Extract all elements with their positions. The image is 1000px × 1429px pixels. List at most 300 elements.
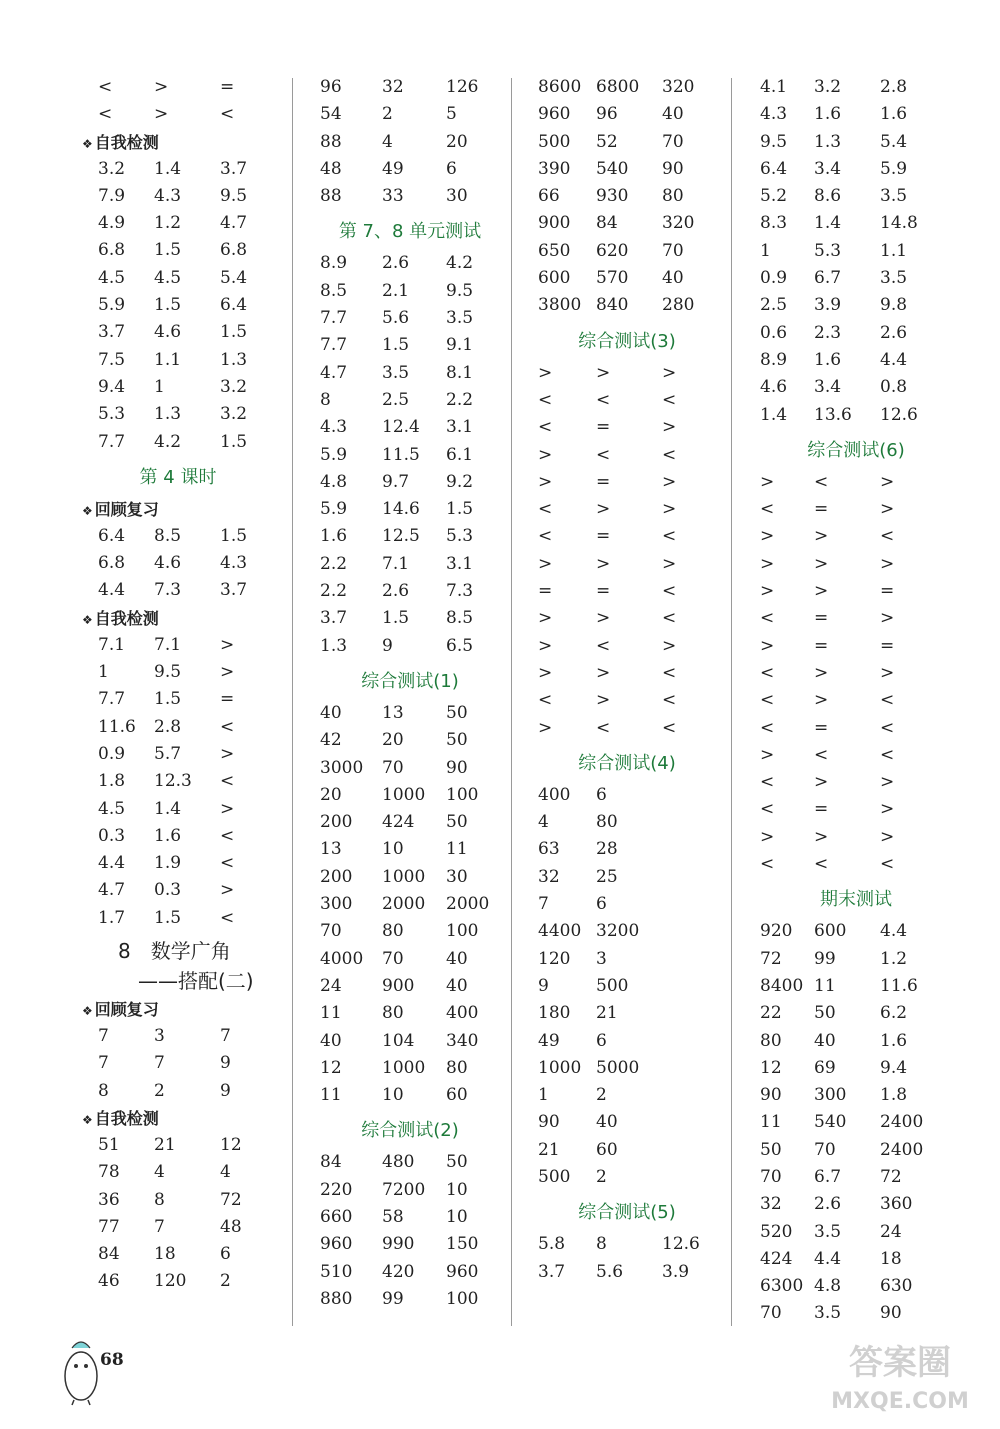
section-heading: 综合测试(1): [361, 670, 459, 692]
answer-cell: 1000: [538, 1057, 582, 1078]
answer-cell: 200: [320, 812, 353, 833]
answer-cell: 3.2: [814, 77, 842, 97]
answer-row: [756, 796, 956, 823]
answer-cell: 6.1: [446, 444, 474, 465]
answer-cell: 84: [98, 1244, 120, 1265]
answer-cell: >: [760, 553, 775, 574]
answer-cell: 2: [382, 104, 393, 125]
answer-cell: 7: [220, 1026, 231, 1047]
answer-cell: 424: [760, 1248, 793, 1269]
answer-cell: 70: [760, 1166, 782, 1187]
answer-cell: <: [662, 389, 677, 410]
answer-row: [532, 292, 722, 319]
answer-cell: 32: [760, 1194, 782, 1215]
answer-row: [532, 210, 722, 237]
answer-cell: 70: [662, 240, 684, 261]
answer-cell: 72: [760, 948, 782, 969]
answer-row: [78, 374, 278, 401]
answer-row: [78, 101, 278, 128]
answer-row: [756, 973, 956, 1000]
answer-row: [756, 1137, 956, 1164]
answer-cell: >: [596, 690, 611, 711]
answer-cell: >: [880, 799, 895, 820]
answer-cell: 4.5: [98, 798, 126, 819]
answer-cell: 1.6: [880, 104, 908, 125]
answer-row: [532, 1137, 722, 1164]
answer-row: [314, 1055, 506, 1082]
answer-cell: 6.7: [814, 268, 842, 289]
answer-cell: 1.6: [814, 349, 842, 370]
answer-cell: 520: [760, 1221, 793, 1242]
answer-cell: 3200: [596, 921, 640, 942]
answer-cell: 8.6: [814, 186, 842, 207]
section-heading: 综合测试(2): [361, 1120, 459, 1142]
answer-cell: 6: [596, 784, 607, 805]
answer-row: [532, 551, 722, 578]
answer-row: [756, 578, 956, 605]
answer-cell: 12: [320, 1057, 342, 1078]
answer-row: [756, 1246, 956, 1273]
answer-cell: >: [538, 362, 553, 383]
answer-row: [78, 1023, 278, 1050]
answer-cell: 5.9: [880, 158, 908, 179]
answer-cell: 46: [98, 1271, 120, 1292]
answer-cell: 1.5: [220, 525, 248, 546]
answer-cell: 100: [446, 784, 479, 805]
answer-cell: 4.3: [220, 553, 248, 574]
answer-cell: 9: [220, 1053, 231, 1074]
answer-cell: 7.7: [320, 308, 348, 329]
answer-cell: 6.2: [880, 1003, 908, 1024]
answer-cell: 2.2: [320, 553, 348, 574]
answer-cell: <: [220, 771, 235, 792]
answer-cell: >: [596, 362, 611, 383]
answer-cell: 1.6: [320, 526, 348, 547]
answer-row: [756, 101, 956, 128]
answer-cell: 20: [446, 131, 468, 152]
answer-row: [756, 347, 956, 374]
answer-cell: 4.6: [154, 553, 182, 574]
answer-cell: 0.8: [880, 377, 908, 398]
answer-cell: 7: [538, 894, 549, 915]
answer-row: [756, 660, 956, 687]
watermark-logo: [820, 1338, 980, 1418]
answer-cell: =: [814, 635, 829, 656]
answer-cell: 4.3: [320, 417, 348, 438]
answer-cell: 1000: [382, 1057, 426, 1078]
answer-cell: 4.4: [814, 1248, 842, 1269]
answer-cell: 60: [446, 1085, 468, 1106]
answer-cell: >: [596, 553, 611, 574]
answer-cell: >: [220, 634, 235, 655]
answer-row: [314, 782, 506, 809]
answer-cell: 8.5: [320, 280, 348, 301]
answer-cell: 4.7: [98, 880, 126, 901]
answer-row: [756, 156, 956, 183]
answer-cell: 420: [382, 1261, 415, 1282]
answer-cell: >: [220, 662, 235, 683]
answer-cell: 6800: [596, 77, 640, 97]
answer-cell: =: [814, 499, 829, 520]
answer-row: [532, 442, 722, 469]
answer-cell: <: [538, 499, 553, 520]
answer-cell: 21: [596, 1003, 618, 1024]
answer-cell: 9.5: [154, 662, 182, 683]
answer-row: [78, 1241, 278, 1268]
answer-cell: 11: [320, 1003, 342, 1024]
answer-cell: 3.5: [814, 1303, 842, 1324]
answer-cell: 600: [538, 268, 571, 289]
answer-cell: >: [760, 581, 775, 602]
answer-cell: 424: [382, 812, 415, 833]
answer-cell: 2: [596, 1085, 607, 1106]
answer-row: [78, 768, 278, 795]
answer-cell: 0.3: [154, 880, 182, 901]
answer-row: [532, 1164, 722, 1191]
answer-row: [314, 74, 506, 101]
answer-cell: 900: [538, 213, 571, 234]
answer-cell: 72: [880, 1166, 902, 1187]
answer-cell: 280: [662, 295, 695, 316]
answer-row: [756, 320, 956, 347]
answer-cell: 3.2: [98, 158, 126, 179]
answer-cell: =: [220, 77, 235, 97]
answer-cell: 1.6: [814, 104, 842, 125]
answer-cell: 40: [320, 702, 342, 723]
answer-cell: 4.3: [760, 104, 788, 125]
answer-row: [532, 782, 722, 809]
answer-column-4: [756, 74, 956, 1328]
answer-cell: 4.9: [98, 213, 126, 234]
answer-cell: 9.4: [880, 1057, 908, 1078]
answer-cell: 500: [538, 131, 571, 152]
answer-cell: 10: [446, 1179, 468, 1200]
answer-cell: 620: [596, 240, 629, 261]
answer-cell: >: [814, 526, 829, 547]
answer-cell: 4: [154, 1162, 165, 1183]
answer-cell: <: [662, 608, 677, 629]
answer-cell: 9.1: [446, 335, 474, 356]
answer-cell: 480: [382, 1152, 415, 1173]
answer-cell: 960: [446, 1261, 479, 1282]
answer-cell: 7.1: [98, 634, 126, 655]
answer-row: [78, 523, 278, 550]
section-heading: 期末测试: [820, 889, 892, 911]
answer-cell: 2000: [382, 894, 426, 915]
answer-cell: 90: [760, 1085, 782, 1106]
answer-row: [314, 1259, 506, 1286]
answer-cell: <: [880, 690, 895, 711]
answer-cell: 1.9: [154, 853, 182, 874]
answer-cell: 52: [596, 131, 618, 152]
answer-cell: 36: [98, 1189, 120, 1210]
answer-row: [756, 1055, 956, 1082]
answer-row: [78, 237, 278, 264]
answer-cell: <: [662, 690, 677, 711]
answer-cell: 11: [814, 975, 836, 996]
answer-cell: >: [220, 798, 235, 819]
answer-cell: 390: [538, 158, 571, 179]
answer-cell: =: [596, 471, 611, 492]
answer-cell: 1: [760, 240, 771, 261]
answer-cell: >: [538, 662, 553, 683]
answer-cell: 9.5: [220, 185, 248, 206]
answer-cell: >: [760, 826, 775, 847]
answer-cell: 340: [446, 1030, 479, 1051]
answer-cell: 6.4: [760, 158, 788, 179]
answer-cell: 900: [382, 975, 415, 996]
answer-cell: >: [880, 772, 895, 793]
answer-column-3: [532, 74, 722, 1286]
answer-cell: >: [760, 635, 775, 656]
answer-cell: 90: [538, 1112, 560, 1133]
answer-cell: 300: [814, 1085, 847, 1106]
answer-cell: 32: [538, 866, 560, 887]
answer-cell: 5.4: [880, 131, 908, 152]
answer-cell: 4.3: [154, 185, 182, 206]
answer-cell: >: [538, 471, 553, 492]
answer-cell: 2.6: [382, 581, 410, 602]
answer-row: [314, 700, 506, 727]
answer-cell: 12: [220, 1134, 242, 1155]
answer-row: [78, 183, 278, 210]
answer-row: [314, 278, 506, 305]
answer-row: [314, 360, 506, 387]
answer-cell: 2: [154, 1080, 165, 1101]
answer-cell: 1: [538, 1085, 549, 1106]
answer-cell: >: [538, 608, 553, 629]
answer-row: [78, 401, 278, 428]
answer-cell: 10: [382, 839, 404, 860]
subsection-label: ❖ 回顾复习: [78, 496, 278, 523]
answer-cell: >: [880, 826, 895, 847]
answer-cell: 18: [154, 1244, 176, 1265]
answer-row: [78, 292, 278, 319]
answer-cell: 180: [538, 1003, 571, 1024]
answer-cell: 5.9: [320, 499, 348, 520]
answer-cell: <: [760, 717, 775, 738]
answer-row: [756, 1109, 956, 1136]
answer-cell: 6300: [760, 1276, 804, 1297]
answer-cell: <: [880, 526, 895, 547]
answer-cell: 4.4: [880, 349, 908, 370]
answer-row: [756, 742, 956, 769]
answer-row: [314, 578, 506, 605]
answer-row: [756, 402, 956, 429]
answer-cell: >: [760, 744, 775, 765]
answer-row: [314, 1286, 506, 1313]
answer-cell: 0.9: [760, 268, 788, 289]
section-heading: 第 4 课时: [139, 466, 217, 488]
answer-row: [532, 973, 722, 1000]
answer-row: [78, 877, 278, 904]
answer-row: [314, 1028, 506, 1055]
answer-cell: 3.4: [814, 158, 842, 179]
answer-row: [756, 129, 956, 156]
answer-cell: 1.5: [154, 689, 182, 710]
answer-cell: <: [596, 635, 611, 656]
answer-row: [314, 305, 506, 332]
answer-row: [756, 1273, 956, 1300]
answer-cell: 960: [320, 1234, 353, 1255]
answer-row: [78, 823, 278, 850]
answer-cell: 7.3: [154, 580, 182, 601]
answer-column-2: [314, 74, 506, 1313]
answer-cell: 8400: [760, 975, 804, 996]
answer-cell: <: [880, 744, 895, 765]
answer-row: [78, 1187, 278, 1214]
answer-cell: 96: [320, 77, 342, 97]
answer-row: [314, 332, 506, 359]
answer-cell: >: [814, 553, 829, 574]
answer-cell: <: [220, 907, 235, 928]
answer-cell: 90: [662, 158, 684, 179]
answer-cell: =: [880, 635, 895, 656]
answer-cell: <: [760, 799, 775, 820]
answer-row: [756, 918, 956, 945]
answer-cell: 360: [880, 1194, 913, 1215]
answer-cell: 2.5: [382, 389, 410, 410]
answer-cell: 5.9: [98, 295, 126, 316]
answer-cell: 7.7: [320, 335, 348, 356]
answer-row: [532, 101, 722, 128]
answer-row: [78, 632, 278, 659]
answer-cell: >: [814, 690, 829, 711]
answer-row: [78, 659, 278, 686]
section-heading: 第 7、8 单元测试: [338, 221, 482, 243]
answer-cell: 80: [382, 921, 404, 942]
answer-cell: 9.5: [446, 280, 474, 301]
answer-row: [532, 1000, 722, 1027]
answer-cell: 3.7: [98, 322, 126, 343]
answer-row: [532, 1082, 722, 1109]
answer-cell: 600: [814, 921, 847, 942]
answer-cell: <: [760, 854, 775, 875]
answer-cell: <: [662, 526, 677, 547]
answer-cell: 2.8: [154, 716, 182, 737]
answer-cell: <: [596, 717, 611, 738]
answer-cell: =: [814, 717, 829, 738]
answer-cell: =: [814, 608, 829, 629]
answer-row: [314, 156, 506, 183]
answer-cell: 5.3: [446, 526, 474, 547]
answer-cell: 80: [662, 186, 684, 207]
answer-cell: 40: [662, 104, 684, 125]
answer-cell: 40: [814, 1030, 836, 1051]
answer-cell: =: [814, 799, 829, 820]
answer-row: [756, 1191, 956, 1218]
answer-cell: >: [880, 662, 895, 683]
answer-cell: 7: [98, 1053, 109, 1074]
answer-cell: 400: [538, 784, 571, 805]
answer-row: [532, 918, 722, 945]
unit-heading: 8 数学广角: [118, 939, 231, 964]
answer-cell: 9: [382, 635, 393, 656]
answer-cell: <: [538, 526, 553, 547]
answer-row: [78, 1159, 278, 1186]
answer-cell: 150: [446, 1234, 479, 1255]
answer-cell: 6.8: [98, 553, 126, 574]
answer-cell: <: [662, 717, 677, 738]
answer-cell: 63: [538, 839, 560, 860]
answer-row: [756, 1219, 956, 1246]
answer-row: [314, 1082, 506, 1109]
answer-cell: 11.6: [98, 716, 136, 737]
answer-cell: 3000: [320, 757, 364, 778]
answer-cell: <: [596, 444, 611, 465]
answer-cell: 78: [98, 1162, 120, 1183]
answer-cell: 1: [98, 662, 109, 683]
answer-cell: 6.4: [98, 525, 126, 546]
answer-row: [532, 578, 722, 605]
watermark-url: MXQE.COM: [831, 1389, 969, 1414]
answer-cell: 500: [538, 1166, 571, 1187]
answer-row: [532, 687, 722, 714]
answer-cell: 2.1: [382, 280, 410, 301]
answer-cell: 0.3: [98, 825, 126, 846]
answer-cell: 8.5: [154, 525, 182, 546]
answer-cell: 5.8: [538, 1234, 566, 1255]
answer-cell: 8: [98, 1080, 109, 1101]
answer-cell: 11: [320, 1085, 342, 1106]
answer-row: [78, 577, 278, 604]
answer-cell: 320: [662, 77, 695, 97]
answer-cell: 49: [538, 1030, 560, 1051]
answer-row: [756, 769, 956, 796]
answer-row: [78, 429, 278, 456]
answer-cell: 1.3: [320, 635, 348, 656]
answer-cell: 1.3: [814, 131, 842, 152]
answer-row: [756, 715, 956, 742]
answer-row: [756, 210, 956, 237]
answer-row: [78, 741, 278, 768]
answer-cell: <: [760, 690, 775, 711]
answer-cell: 1.4: [814, 213, 842, 234]
answer-cell: <: [814, 854, 829, 875]
answer-cell: 1.5: [154, 907, 182, 928]
answer-cell: 50: [446, 1152, 468, 1173]
answer-cell: 4: [382, 131, 393, 152]
answer-cell: 3800: [538, 295, 582, 316]
answer-cell: <: [220, 716, 235, 737]
answer-cell: =: [538, 581, 553, 602]
answer-cell: 90: [880, 1303, 902, 1324]
answer-cell: 9.8: [880, 295, 908, 316]
answer-row: [532, 360, 722, 387]
answer-row: [532, 129, 722, 156]
answer-row: [314, 809, 506, 836]
answer-cell: 99: [382, 1288, 404, 1309]
answer-cell: 4.8: [814, 1276, 842, 1297]
answer-cell: 100: [446, 921, 479, 942]
answer-cell: <: [98, 104, 113, 125]
answer-cell: 120: [538, 948, 571, 969]
answer-row: [78, 210, 278, 237]
answer-row: [314, 891, 506, 918]
answer-row: [532, 238, 722, 265]
answer-cell: 8.3: [760, 213, 788, 234]
answer-cell: 50: [446, 730, 468, 751]
answer-cell: 14.6: [382, 499, 420, 520]
answer-cell: 21: [154, 1134, 176, 1155]
column-divider: [731, 78, 732, 1326]
answer-cell: 40: [320, 1030, 342, 1051]
answer-cell: 1.5: [220, 431, 248, 452]
answer-cell: 2: [596, 1166, 607, 1187]
answer-cell: 1.8: [880, 1085, 908, 1106]
answer-cell: 9: [220, 1080, 231, 1101]
answer-cell: 6: [596, 1030, 607, 1051]
